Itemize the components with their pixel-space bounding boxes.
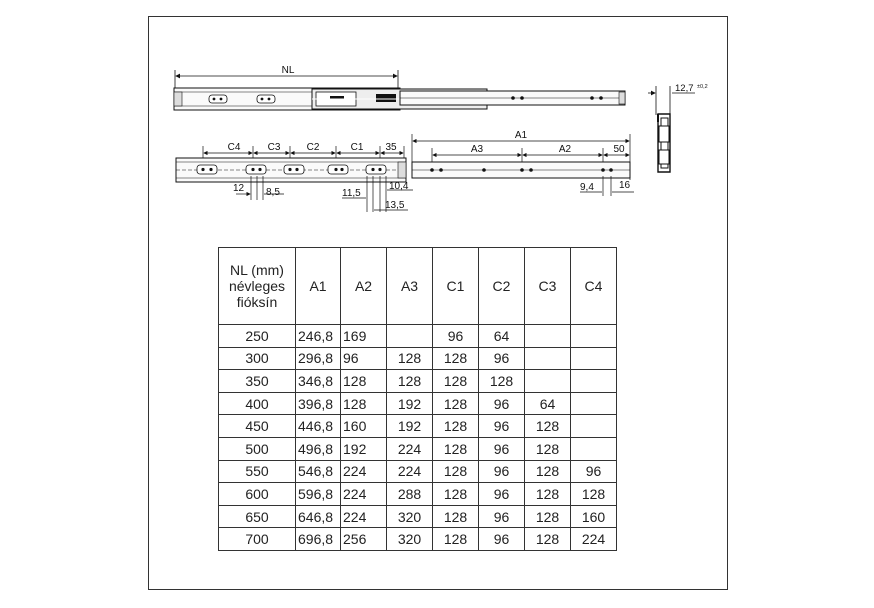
table-cell: 64 — [479, 325, 525, 348]
c3-label: C3 — [267, 142, 281, 153]
table-cell: 296,8 — [296, 347, 341, 370]
row-nl-value: 250 — [219, 325, 296, 348]
cabinet-rail-view — [176, 142, 413, 212]
c4-label: C4 — [227, 142, 241, 153]
table-cell: 224 — [341, 460, 387, 483]
table-row — [219, 528, 617, 551]
header-c3: C3 — [525, 248, 571, 325]
table-cell: 96 — [479, 528, 525, 551]
table-cell — [571, 437, 617, 460]
table-cell: 546,8 — [296, 460, 341, 483]
header-a2: A2 — [341, 248, 387, 325]
row-nl-value: 500 — [219, 437, 296, 460]
table-cell: 96 — [479, 483, 525, 506]
table-row — [219, 325, 617, 348]
table-cell — [525, 347, 571, 370]
row-nl-value: 700 — [219, 528, 296, 551]
table-cell: 128 — [433, 528, 479, 551]
header-c2: C2 — [479, 248, 525, 325]
table-cell: 256 — [341, 528, 387, 551]
table-cell: 96 — [571, 460, 617, 483]
table-cell: 96 — [479, 392, 525, 415]
dimension-table — [218, 247, 617, 551]
table-row — [219, 460, 617, 483]
table-cell: 128 — [433, 415, 479, 438]
table-cell: 224 — [341, 483, 387, 506]
table-cell: 128 — [525, 483, 571, 506]
table-cell: 128 — [433, 437, 479, 460]
table-cell — [571, 392, 617, 415]
table-row — [219, 392, 617, 415]
table-cell: 96 — [479, 347, 525, 370]
table-cell: 96 — [479, 437, 525, 460]
row-nl-value: 350 — [219, 370, 296, 393]
a2-label: A2 — [558, 144, 572, 155]
dim-12-label: 12 — [233, 183, 245, 194]
table-cell: 128 — [525, 505, 571, 528]
a1-label: A1 — [514, 130, 528, 141]
table-cell: 320 — [387, 528, 433, 551]
row-nl-value: 450 — [219, 415, 296, 438]
table-cell: 224 — [387, 437, 433, 460]
table-cell: 320 — [387, 505, 433, 528]
table-cell: 446,8 — [296, 415, 341, 438]
table-cell: 224 — [387, 460, 433, 483]
table-cell: 128 — [433, 483, 479, 506]
table-cell: 64 — [525, 392, 571, 415]
header-nl: NL (mm) névleges fióksín — [219, 248, 296, 325]
table-cell: 169 — [341, 325, 387, 348]
profile-width-label: 12,7 — [675, 83, 694, 94]
table-cell: 96 — [433, 325, 479, 348]
table-cell: 128 — [525, 415, 571, 438]
rail-cross-section — [648, 83, 708, 172]
table-row — [219, 370, 617, 393]
table-cell: 128 — [387, 370, 433, 393]
table-cell: 224 — [571, 528, 617, 551]
row-nl-value: 600 — [219, 483, 296, 506]
table-cell: 128 — [433, 460, 479, 483]
table-row — [219, 437, 617, 460]
table-cell: 128 — [571, 483, 617, 506]
table-cell: 128 — [433, 505, 479, 528]
dim-13-5-label: 13,5 — [385, 200, 405, 211]
drawer-rail-view — [412, 130, 634, 196]
nl-label: NL — [281, 65, 295, 76]
table-row — [219, 415, 617, 438]
profile-tolerance-label: ±0,2 — [697, 84, 708, 90]
row-nl-value: 400 — [219, 392, 296, 415]
table-cell: 596,8 — [296, 483, 341, 506]
table-cell: 160 — [341, 415, 387, 438]
a3-label: A3 — [470, 144, 484, 155]
table-cell — [571, 370, 617, 393]
table-cell: 128 — [341, 370, 387, 393]
table-cell: 646,8 — [296, 505, 341, 528]
table-cell: 128 — [525, 460, 571, 483]
table-header-row — [219, 248, 617, 325]
header-c1: C1 — [433, 248, 479, 325]
table-cell — [525, 370, 571, 393]
table-cell — [571, 325, 617, 348]
slide-assembly-view — [174, 65, 625, 110]
row-nl-value: 300 — [219, 347, 296, 370]
table-cell: 192 — [341, 437, 387, 460]
table-cell: 128 — [387, 347, 433, 370]
table-row — [219, 505, 617, 528]
table-cell: 128 — [525, 528, 571, 551]
header-a3: A3 — [387, 248, 433, 325]
table-row — [219, 483, 617, 506]
table-cell: 96 — [479, 415, 525, 438]
table-cell: 96 — [341, 347, 387, 370]
table-cell — [525, 325, 571, 348]
table-cell: 224 — [341, 505, 387, 528]
dim-8-5-label: 8,5 — [266, 187, 280, 198]
table-cell: 128 — [433, 370, 479, 393]
table-cell — [571, 415, 617, 438]
table-cell: 396,8 — [296, 392, 341, 415]
table-cell: 696,8 — [296, 528, 341, 551]
table-cell — [387, 325, 433, 348]
table-cell: 246,8 — [296, 325, 341, 348]
dim-50-label: 50 — [613, 144, 625, 155]
header-a1: A1 — [296, 248, 341, 325]
table-cell: 96 — [479, 505, 525, 528]
c2-label: C2 — [306, 142, 320, 153]
table-cell: 160 — [571, 505, 617, 528]
dim-16-label: 16 — [619, 180, 631, 191]
table-cell: 128 — [433, 347, 479, 370]
table-cell: 128 — [479, 370, 525, 393]
table-cell: 192 — [387, 415, 433, 438]
table-cell: 288 — [387, 483, 433, 506]
row-nl-value: 550 — [219, 460, 296, 483]
header-c4: C4 — [571, 248, 617, 325]
dim-11-5-label: 11,5 — [342, 188, 361, 199]
c1-label: C1 — [350, 142, 364, 153]
table-cell: 128 — [525, 437, 571, 460]
table-row — [219, 347, 617, 370]
table-cell: 496,8 — [296, 437, 341, 460]
table-cell: 128 — [341, 392, 387, 415]
table-cell: 192 — [387, 392, 433, 415]
dim-10-4-label: 10,4 — [389, 181, 409, 192]
table-cell: 346,8 — [296, 370, 341, 393]
table-cell: 96 — [479, 460, 525, 483]
table-cell — [571, 347, 617, 370]
table-cell: 128 — [433, 392, 479, 415]
row-nl-value: 650 — [219, 505, 296, 528]
dim-9-4-label: 9,4 — [580, 182, 594, 193]
dim-35-label: 35 — [385, 142, 397, 153]
